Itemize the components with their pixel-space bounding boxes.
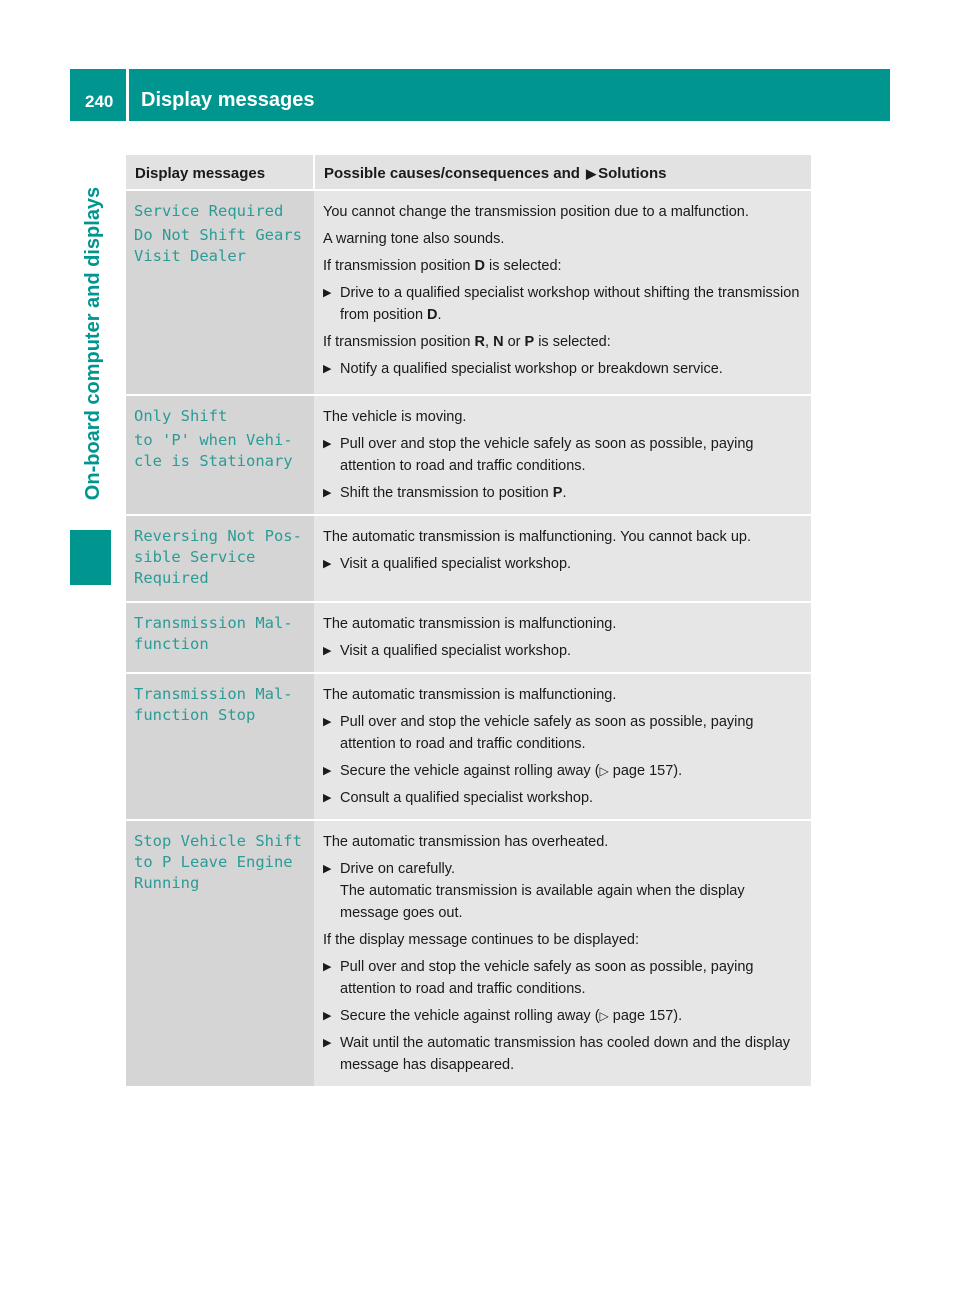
- display-message-line: Service Required: [134, 202, 284, 220]
- solution-cell: [314, 515, 811, 602]
- solution-step: ▶ Pull over and stop the vehicle safely as soon as possible, paying attention to road and traffic conditions.: [323, 433, 805, 477]
- display-message-line: Transmission Mal‐: [134, 685, 293, 703]
- step-arrow-icon: ▶: [323, 1037, 332, 1049]
- table-row: [126, 190, 811, 395]
- table-row: [126, 673, 811, 820]
- solution-step: ▶ Drive to a qualified specialist workshop without shifting the transmission from position D.: [323, 282, 805, 326]
- display-message: [126, 395, 314, 515]
- solution-step: ▶ Secure the vehicle against rolling away (▷ page 157).: [323, 1005, 805, 1027]
- solution-cell: [314, 190, 811, 395]
- page-reference-icon: ▷: [599, 1009, 609, 1023]
- step-arrow-icon: ▶: [323, 716, 332, 728]
- display-message-line: Stop Vehicle Shift: [134, 832, 302, 850]
- cause-text: A warning tone also sounds.: [323, 231, 505, 247]
- step-arrow-icon: ▶: [323, 287, 332, 299]
- solution-step: ▶ Drive on carefully. The automatic transmission is available again when the display message goes out.: [323, 858, 805, 924]
- display-message-line: sible Service: [134, 548, 256, 566]
- display-message-line: to 'P' when Vehi‐: [134, 431, 293, 449]
- step-arrow-icon: ▶: [323, 487, 332, 499]
- display-message-line: Running: [134, 874, 200, 892]
- solution-step: ▶ Notify a qualified specialist workshop or breakdown service.: [323, 358, 805, 380]
- cause-text: The automatic transmission is malfunctioning. You cannot back up.: [323, 529, 751, 545]
- display-messages-table: [126, 155, 811, 1086]
- display-message-line: Transmission Mal‐: [134, 614, 293, 632]
- cause-text: The automatic transmission is malfunctioning.: [323, 687, 617, 703]
- step-arrow-icon: ▶: [323, 363, 332, 375]
- side-section-label: [76, 138, 112, 548]
- cause-text: You cannot change the transmission position due to a malfunction.: [323, 204, 749, 220]
- column-header-messages: Display messages: [126, 155, 314, 190]
- condition-text: If transmission position D is selected:: [323, 258, 562, 274]
- condition-text: If the display message continues to be displayed:: [323, 932, 639, 948]
- cause-text: The automatic transmission has overheated.: [323, 834, 609, 850]
- solution-step: ▶ Wait until the automatic transmission has cooled down and the display message has disappeared.: [323, 1032, 805, 1076]
- step-arrow-icon: ▶: [323, 438, 332, 450]
- page-reference-icon: ▷: [599, 764, 609, 778]
- table-row: [126, 602, 811, 673]
- step-arrow-icon: ▶: [323, 961, 332, 973]
- step-arrow-icon: ▶: [323, 792, 332, 804]
- display-message: [126, 190, 314, 395]
- column-header-solutions-suffix: Solutions: [598, 164, 667, 182]
- display-message: [126, 602, 314, 673]
- solution-cell: [314, 673, 811, 820]
- display-message-line: Do Not Shift Gears: [134, 226, 302, 244]
- side-marker-block: [70, 530, 111, 585]
- solution-step: ▶ Visit a qualified specialist workshop.: [323, 553, 805, 575]
- column-header-solutions-prefix: Possible causes/consequences and: [324, 164, 580, 182]
- display-message-line: Required: [134, 569, 209, 587]
- display-message-line: to P Leave Engine: [134, 853, 293, 871]
- condition-text: If transmission position R, N or P is selected:: [323, 334, 611, 350]
- solution-cell: [314, 820, 811, 1086]
- display-message: [126, 820, 314, 1086]
- step-arrow-icon: ▶: [323, 765, 332, 777]
- table-row: [126, 820, 811, 1086]
- cause-text: The vehicle is moving.: [323, 409, 467, 425]
- display-message-line: Reversing Not Pos‐: [134, 527, 302, 545]
- solution-step: ▶ Pull over and stop the vehicle safely as soon as possible, paying attention to road and traffic conditions.: [323, 711, 805, 755]
- solution-cell: [314, 602, 811, 673]
- solution-step: ▶ Pull over and stop the vehicle safely as soon as possible, paying attention to road and traffic conditions.: [323, 956, 805, 1000]
- header-divider: [126, 69, 129, 121]
- display-message-line: function Stop: [134, 706, 256, 724]
- cause-text: The automatic transmission is malfunctioning.: [323, 616, 617, 632]
- table-row: [126, 515, 811, 602]
- display-message-line: cle is Stationary: [134, 452, 293, 470]
- solution-step: ▶ Consult a qualified specialist workshop.: [323, 787, 805, 809]
- step-arrow-icon: ▶: [323, 863, 332, 875]
- side-section-label-text: On-board computer and displays: [82, 186, 105, 500]
- table-header-row: [126, 155, 811, 190]
- step-arrow-icon: ▶: [323, 645, 332, 657]
- step-arrow-icon: ▶: [323, 1010, 332, 1022]
- solution-cell: [314, 395, 811, 515]
- display-message-line: function: [134, 635, 209, 653]
- solution-step: ▶ Secure the vehicle against rolling away (▷ page 157).: [323, 760, 805, 782]
- display-message-line: Only Shift: [134, 407, 228, 425]
- page-number: 240: [85, 92, 114, 111]
- display-message: [126, 673, 314, 820]
- table-row: [126, 395, 811, 515]
- column-header-solutions: [314, 155, 811, 190]
- step-arrow-icon: ▶: [323, 558, 332, 570]
- solution-step: ▶ Visit a qualified specialist workshop.: [323, 640, 805, 662]
- arrow-right-icon: ▶: [586, 165, 597, 181]
- display-message: [126, 515, 314, 602]
- page-title: Display messages: [141, 89, 315, 111]
- solution-step: ▶ Shift the transmission to position P.: [323, 482, 805, 504]
- display-message-line: Visit Dealer: [134, 247, 246, 265]
